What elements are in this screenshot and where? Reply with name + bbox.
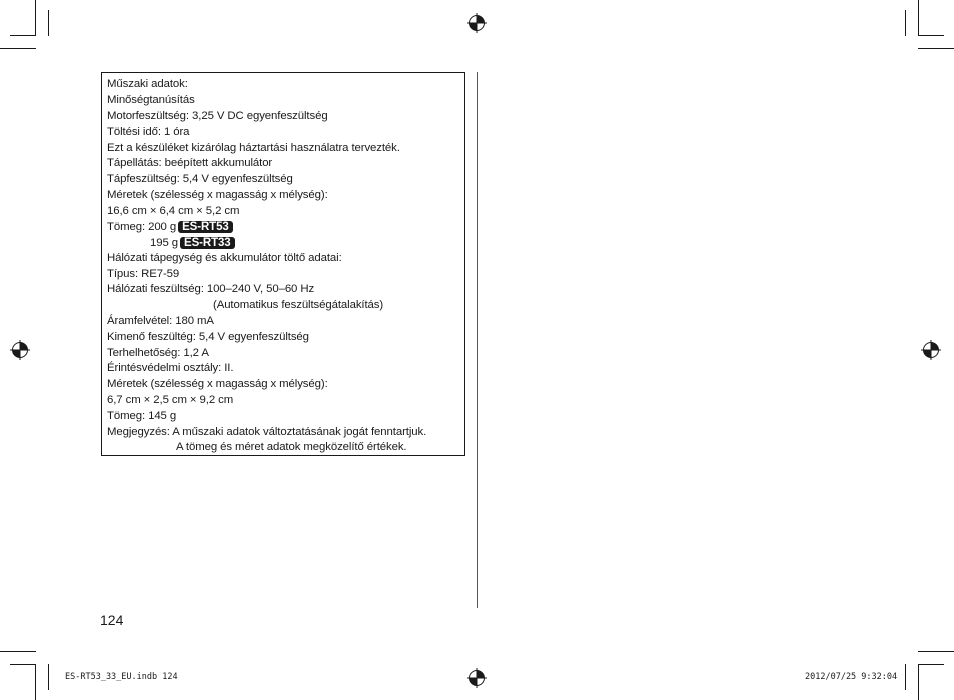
adapter-title: Hálózati tápegység és akkumulátor töltő adatai: <box>107 252 342 264</box>
crop-mark <box>10 35 36 36</box>
model-badge: ES-RT53 <box>178 221 233 233</box>
spec-power-source: Tápellátás: beépített akkumulátor <box>107 157 273 169</box>
spec-supply-voltage: Tápfeszültség: 5,4 V egyenfeszültség <box>107 173 293 185</box>
adapter-dimensions-label: Méretek (szélesség x magasság x mélység): <box>107 378 328 390</box>
spec-weight-1-value: Tömeg: 200 g <box>107 221 177 233</box>
crop-mark <box>918 664 944 665</box>
registration-mark-icon <box>467 13 487 33</box>
adapter-note-2: A tömeg és méret adatok megközelítő értékek. <box>176 441 407 453</box>
crop-mark <box>0 651 36 652</box>
adapter-load: Terhelhetőség: 1,2 A <box>107 347 209 359</box>
adapter-auto-conversion: (Automatikus feszültségátalakítás) <box>213 299 384 311</box>
adapter-current: Áramfelvétel: 180 mA <box>107 315 214 327</box>
spec-dimensions-value: 16,6 cm × 6,4 cm × 5,2 cm <box>107 205 240 217</box>
crop-mark <box>918 48 954 49</box>
registration-mark-icon <box>921 340 941 360</box>
crop-mark <box>918 35 944 36</box>
spec-household-note: Ezt a készüléket kizárólag háztartási használatra tervezték. <box>107 142 400 154</box>
spec-weight-1 <box>107 220 233 235</box>
crop-mark <box>10 664 36 665</box>
crop-mark <box>918 651 954 652</box>
adapter-weight: Tömeg: 145 g <box>107 410 177 422</box>
crop-mark <box>48 664 49 690</box>
registration-mark-icon <box>467 668 487 688</box>
footer-timestamp: 2012/07/25 9:32:04 <box>805 672 898 682</box>
model-badge: ES-RT33 <box>180 237 235 249</box>
spec-charging-time: Töltési idő: 1 óra <box>107 126 190 138</box>
footer-file-info: ES-RT53_33_EU.indb 124 <box>65 672 178 682</box>
column-divider <box>477 72 478 608</box>
crop-mark <box>0 48 36 49</box>
adapter-mains-voltage: Hálózati feszültség: 100–240 V, 50–60 Hz <box>107 283 315 295</box>
crop-mark <box>35 0 36 36</box>
crop-mark <box>905 664 906 690</box>
spec-motor-voltage: Motorfeszültség: 3,25 V DC egyenfeszültség <box>107 110 328 122</box>
crop-mark <box>48 10 49 36</box>
crop-mark <box>918 664 919 700</box>
crop-mark <box>905 10 906 36</box>
crop-mark <box>918 0 919 36</box>
specifications-box <box>101 72 465 456</box>
spec-title: Műszaki adatok: <box>107 78 188 90</box>
spec-quality: Minőségtanúsítás <box>107 94 195 106</box>
crop-mark <box>35 664 36 700</box>
adapter-note-1: Megjegyzés: A műszaki adatok változtatásának jogát fenntartjuk. <box>107 426 427 438</box>
registration-mark-icon <box>10 340 30 360</box>
spec-weight-2-value: 195 g <box>150 237 179 249</box>
adapter-type: Típus: RE7-59 <box>107 268 180 280</box>
adapter-output-voltage: Kimenő feszültég: 5,4 V egyenfeszültség <box>107 331 309 343</box>
adapter-protection-class: Érintésvédelmi osztály: II. <box>107 362 234 374</box>
spec-dimensions-label: Méretek (szélesség x magasság x mélység): <box>107 189 328 201</box>
spec-weight-2 <box>150 236 235 251</box>
adapter-dimensions-value: 6,7 cm × 2,5 cm × 9,2 cm <box>107 394 234 406</box>
page-number: 124 <box>100 612 124 628</box>
